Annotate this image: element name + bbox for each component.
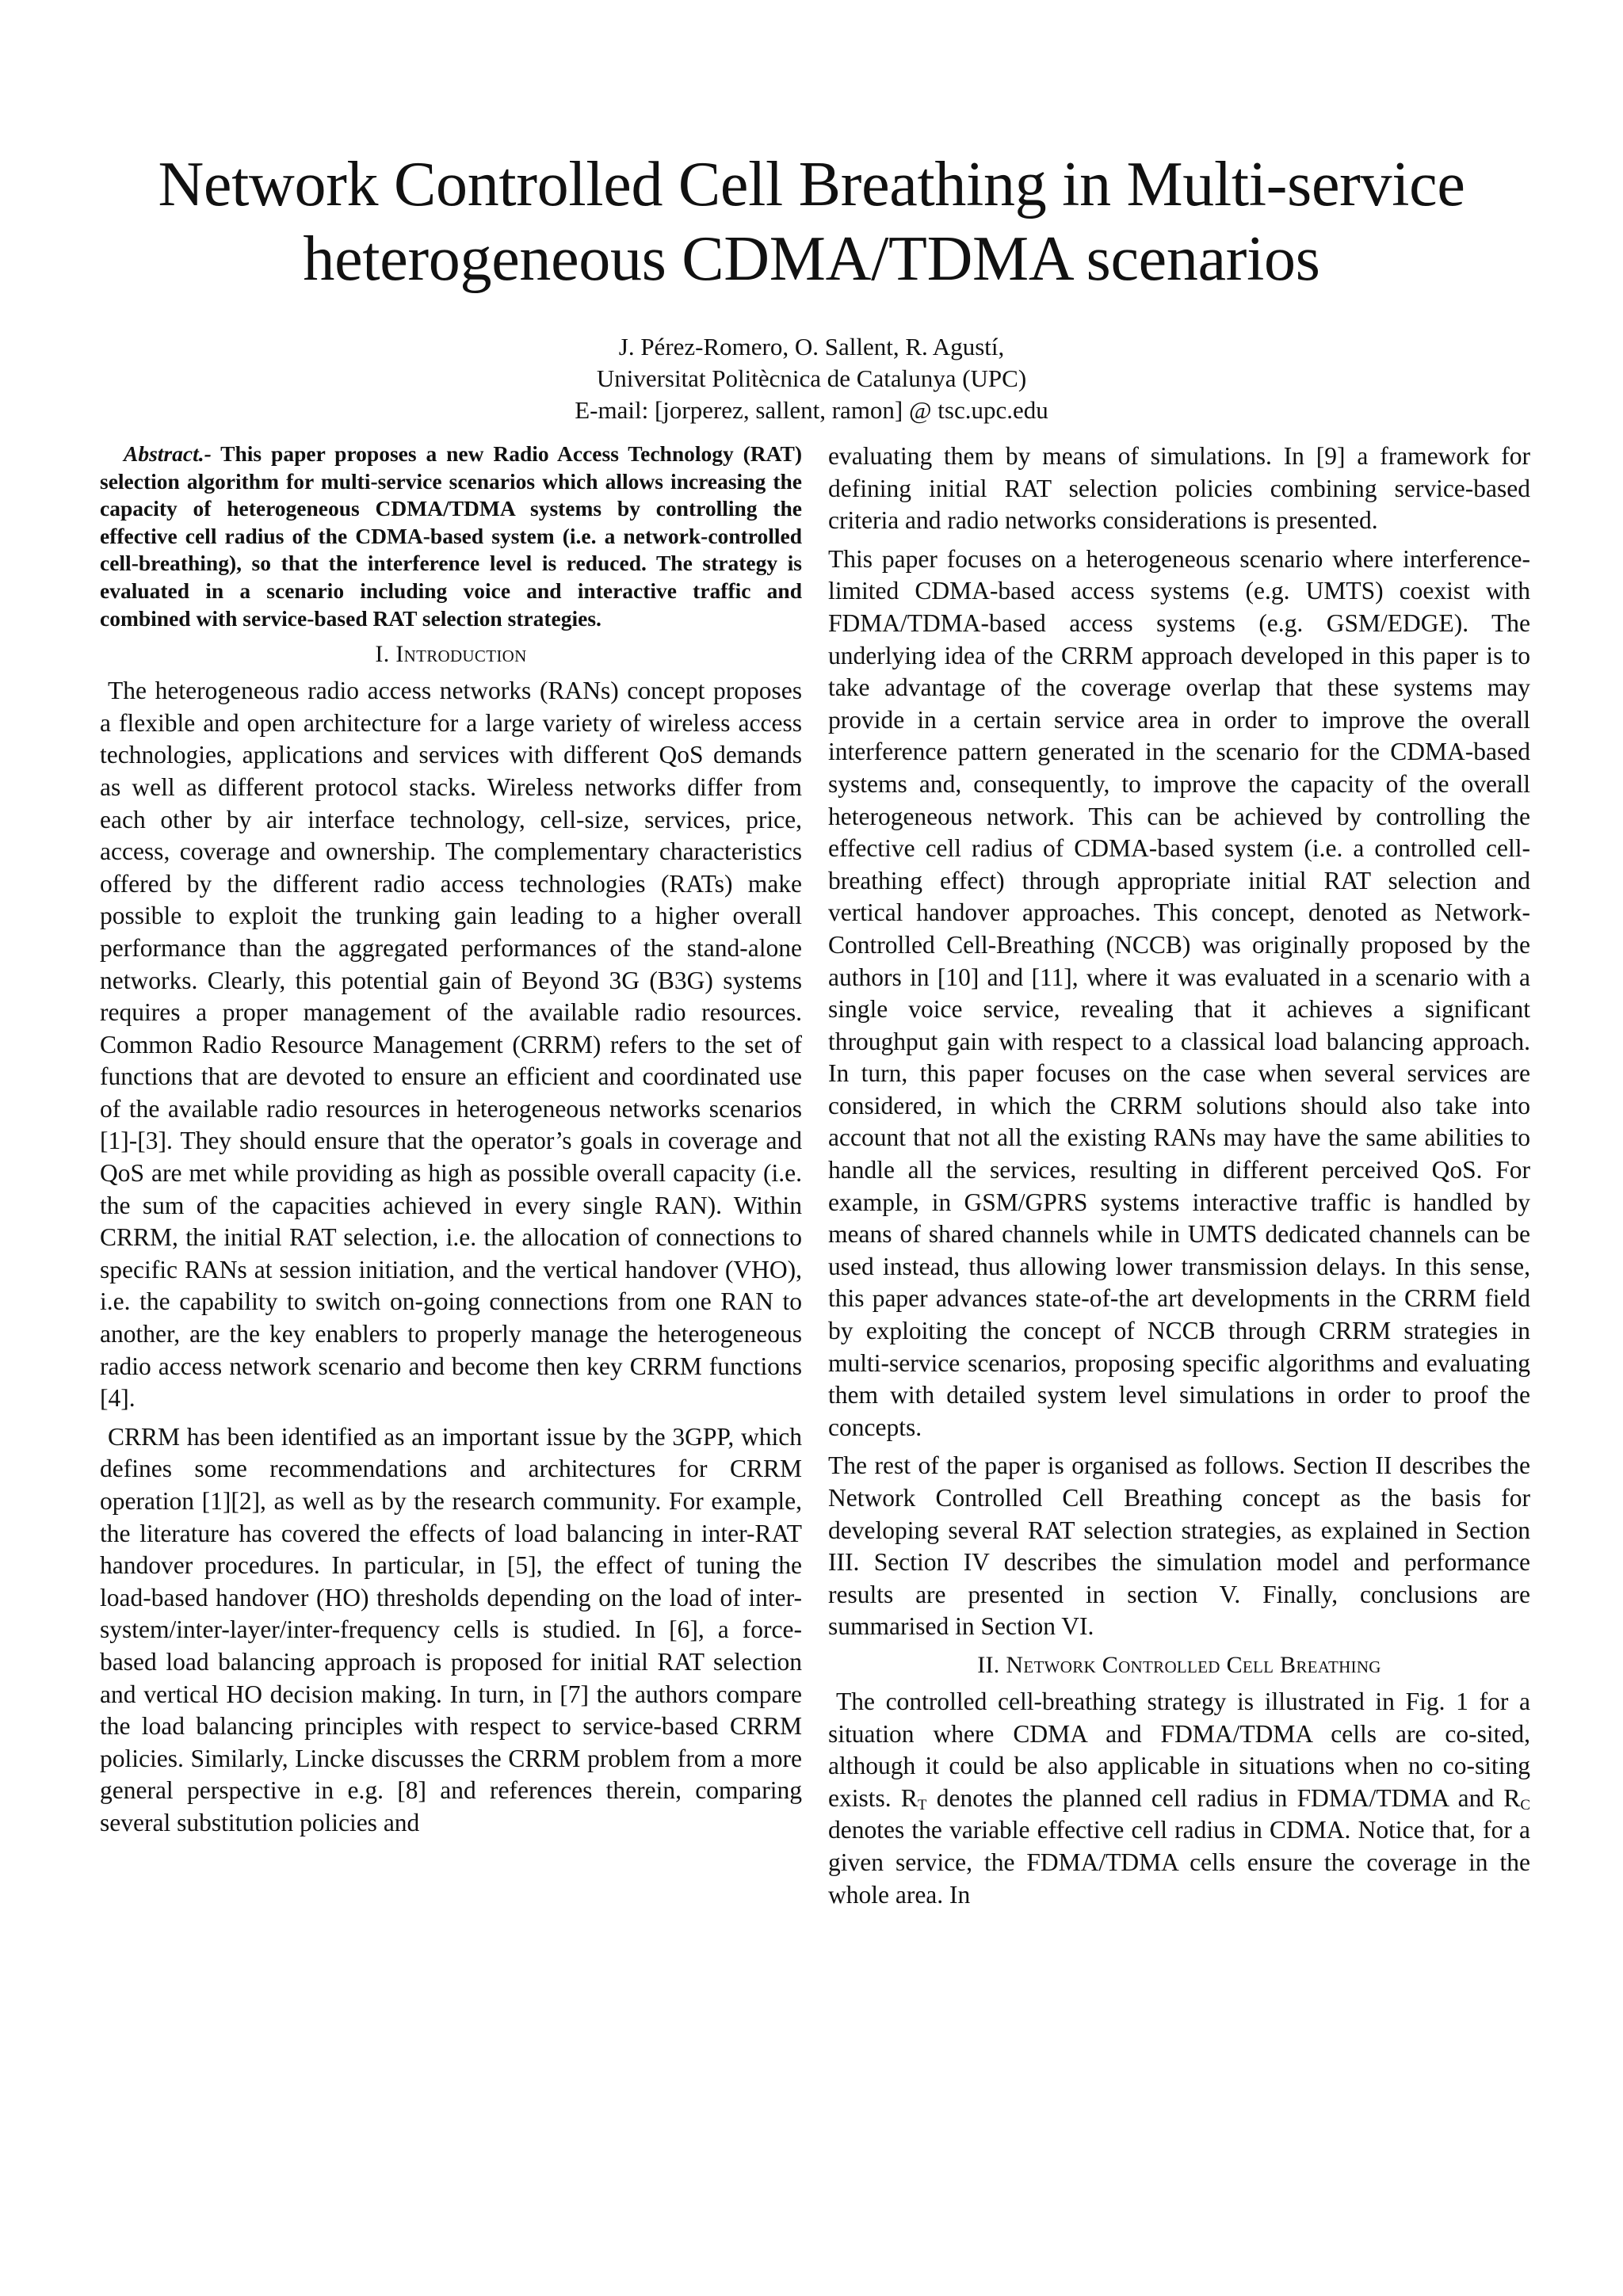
section2-paragraph-1 [828, 1686, 1530, 1911]
section-heading-introduction: I. Introduction [375, 641, 527, 668]
left-column [100, 441, 802, 1840]
section2-text-b: denotes the planned cell radius in FDMA/TDMA and R [926, 1783, 1521, 1812]
author-names: J. Pérez-Romero, O. Sallent, R. Agustí, [618, 333, 1005, 360]
paper-title-line-2: heterogeneous CDMA/TDMA scenarios [303, 224, 1320, 294]
section2-text-a: The controlled cell-breathing strategy is illustrated in Fig. 1 for a situation where CDMA and FDMA/TDMA cells are co-sited, although it could be also applicable in situations when no co-siting exists. R [828, 1687, 1530, 1812]
subscript-c: C [1520, 1796, 1530, 1814]
intro-paragraph-4: This paper focuses on a heterogeneous scenario where interference-limited CDMA-based access systems (e.g. UMTS) coexist with FDMA/TDMA-based access systems (e.g. GSM/EDGE). The underlying idea of the CRRM approach developed in this paper is to take advantage of the coverage overlap that these systems may provide in a certain service area in order to improve the overall interference pattern generated in the scenario for the CDMA-based systems and, consequently, to improve the capacity of the overall heterogeneous network. This can be achieved by controlling the effective cell radius of CDMA-based system (i.e. a controlled cell-breathing effect) through appropriate initial RAT selection and vertical handover approaches. This concept, denoted as Network-Controlled Cell-Breathing (NCCB) was originally proposed by the authors in [10] and [11], where it was evaluated in a scenario with a single voice service, revealing that it achieves a significant throughput gain with respect to a classical load balancing approach. In turn, this paper focuses on the case when several services are considered, in which the CRRM solutions should also take into account that not all the existing RANs may have the same abilities to handle all the services, resulting in different perceived QoS. For example, in GSM/GPRS systems interactive traffic is handled by means of shared channels while in UMTS dedicated channels can be used instead, thus allowing lower transmission delays. In this sense, this paper advances state-of-the art developments in the CRRM field by exploiting the concept of NCCB through CRRM strategies in multi-service scenarios, proposing specific algorithms and evaluating them with detailed system level simulations in order to proof the concepts. [828, 544, 1530, 1441]
abstract-text: This paper proposes a new Radio Access Technology (RAT) selection algorithm for multi-service scenarios which allows increasing the capacity of heterogeneous CDMA/TDMA systems by controlling the effective cell radius of the CDMA-based system (i.e. a network-controlled cell-breathing), so that the interference level is reduced. The strategy is evaluated in a scenario including voice and interactive traffic and combined with service-based RAT selection strategies. [100, 441, 802, 631]
abstract-label: Abstract.- [124, 441, 212, 466]
paper-title-line-1: Network Controlled Cell Breathing in Multi-service [158, 150, 1465, 219]
section2-text-c: denotes the variable effective cell radius in CDMA. Notice that, for a given service, the FDMA/TDMA cells ensure the coverage in the whole area. In [828, 1816, 1530, 1909]
subscript-t: T [917, 1796, 927, 1814]
intro-paragraph-3: evaluating them by means of simulations. In [9] a framework for defining initial RAT selection policies combining service-based criteria and radio networks considerations is presented. [828, 442, 1530, 535]
abstract [100, 441, 802, 632]
section-heading-ncc-breathing: II. Network Controlled Cell Breathing [977, 1651, 1381, 1678]
author-block [317, 331, 1306, 426]
intro-paragraph-2: CRRM has been identified as an important issue by the 3GPP, which defines some recommendations and architectures for CRRM operation [1][2], as well as by the research community. For example, the literature has covered the effects of load balancing in inter-RAT handover procedures. In particular, in [5], the effect of tuning the load-based handover (HO) thresholds depending on the load of inter-system/inter-layer/inter-frequency cells is studied. In [6], a force-based load balancing approach is proposed for initial RAT selection and vertical HO decision making. In turn, in [7] the authors compare the load balancing principles with respect to service-based CRRM policies. Similarly, Lincke discusses the CRRM problem from a more general perspective in e.g. [8] and references therein, comparing several substitution policies and [100, 1422, 802, 1836]
right-column [828, 441, 1530, 1911]
intro-paragraph-1: The heterogeneous radio access networks (RANs) concept proposes a flexible and open architecture for a large variety of wireless access technologies, applications and services with different QoS demands as well as different protocol stacks. Wireless networks differ from each other by air interface technology, cell-size, services, price, access, coverage and ownership. The complementary characteristics offered by the different radio access technologies (RATs) make possible to exploit the trunking gain leading to a higher overall performance than the aggregated performances of the stand-alone networks. Clearly, this potential gain of Beyond 3G (B3G) systems requires a proper management of the available radio resources. Common Radio Resource Management (CRRM) refers to the set of functions that are devoted to ensure an efficient and coordinated use of the available radio resources in heterogeneous networks scenarios [1]-[3]. They should ensure that the operator’s goals in coverage and QoS are met while providing as high as possible overall capacity (i.e. the sum of the capacities achieved in every single RAN). Within CRRM, the initial RAT selection, i.e. the allocation of connections to specific RANs at session initiation, and the vertical handover (VHO), i.e. the capability to switch on-going connections from one RAN to another, are the key enablers to properly manage the heterogeneous radio access network scenario and become then key CRRM functions [4]. [100, 677, 802, 1413]
paper-title [95, 147, 1528, 296]
author-affiliation: Universitat Politècnica de Catalunya (UPC) [596, 364, 1027, 392]
intro-paragraph-5: The rest of the paper is organised as follows. Section II describes the Network Controlled Cell Breathing concept as the basis for developing several RAT selection strategies, as explained in Section III. Section IV describes the simulation model and performance results are presented in section V. Finally, conclusions are summarised in Section VI. [828, 1451, 1530, 1641]
author-email: E-mail: [jorperez, sallent, ramon] @ tsc.upc.edu [575, 396, 1048, 424]
